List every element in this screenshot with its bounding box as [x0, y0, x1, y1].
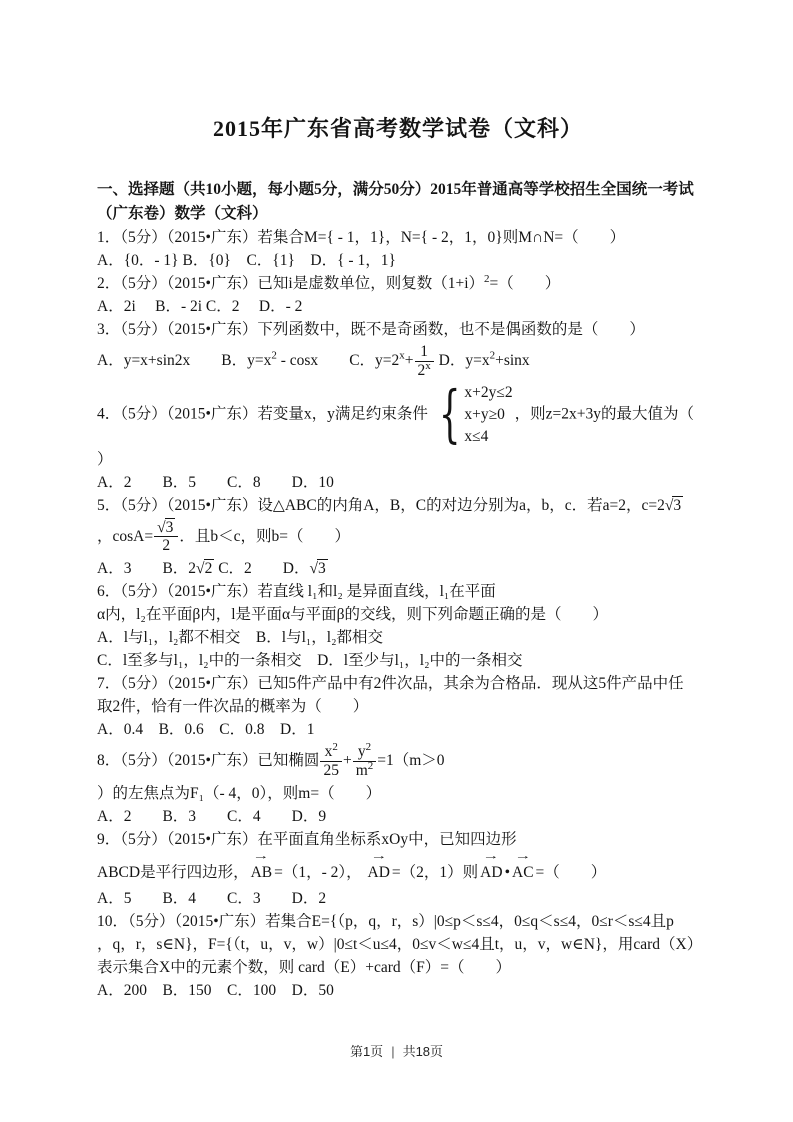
question-7-stem-continued: 取2件，恰有一件次品的概率为（ ）: [97, 698, 369, 716]
fraction-numerator: [154, 519, 178, 537]
question-8: [97, 741, 699, 828]
question-9-stem-continued: [97, 851, 699, 887]
superscript: 2: [489, 349, 496, 362]
stem-text: =（ ）: [489, 275, 561, 292]
question-4: [97, 377, 699, 494]
stem-text: 8．（5分）（2015•广东）已知椭圆: [97, 752, 320, 770]
stem-text: ．且b＜c，则b=（ ）: [179, 527, 350, 545]
stem-text: =（ ）: [535, 863, 607, 881]
superscript: 2: [271, 349, 277, 362]
fraction: [154, 519, 178, 556]
den-base: m: [355, 762, 368, 780]
stem-text: =1（m＞0: [377, 752, 445, 770]
question-6-options-cd: C．l至多与l₁，l₂中的一条相交 D．l至少与l₁，l₂中的一条相交: [97, 652, 523, 670]
vector-ad: [367, 849, 390, 884]
plus-sign: +: [342, 752, 352, 770]
question-6-options-ab: A．l与l₁，l₂都不相交 B．l与l₁，l₂都相交: [97, 629, 383, 647]
square-root: [309, 560, 327, 577]
option-b-tail: - cosx: [276, 351, 350, 369]
option-c: C．y=2: [349, 351, 400, 369]
den-base: 2: [417, 361, 426, 379]
option-d: D．y=x: [434, 351, 490, 369]
options-text: C．2 D．: [214, 560, 310, 578]
question-8-stem: [97, 741, 699, 782]
superscript: x: [425, 359, 431, 372]
radicand: 3: [673, 496, 682, 514]
radicand: 3: [318, 560, 326, 578]
footer-separator: |: [391, 1044, 395, 1059]
fraction: [415, 343, 434, 380]
vector-ac: [512, 849, 534, 884]
question-10-stem-continued: 表示集合X中的元素个数，则 card（E）+card（F）=（ ）: [97, 958, 511, 976]
fraction-numerator: 1: [420, 343, 429, 360]
square-root: [196, 560, 214, 577]
vector-base: AD: [367, 863, 390, 881]
fraction: [320, 743, 342, 780]
constraint-1: x+2y≤2: [464, 383, 513, 401]
superscript: x: [399, 349, 405, 362]
square-root: [157, 519, 175, 536]
left-brace-glyph: {: [438, 377, 461, 451]
section-header-line1: 一、选择题（共10小题，每小题5分，满分50分）2015年普通高等学校招生全国统一考试: [97, 181, 694, 198]
question-9: [97, 828, 699, 910]
radicand: 2: [204, 560, 213, 578]
question-5-stem-continued: [97, 517, 699, 558]
vector-arrow-icon: →: [483, 849, 500, 862]
question-5-stem: [97, 494, 699, 517]
question-7-stem: 7．（5分）（2015•广东）已知5件产品中有2件次品，其余为合格品．现从这5件产品中任: [97, 675, 684, 693]
question-9-stem: 9．（5分）（2015•广东）在平面直角坐标系xOy中，已知四边形: [97, 830, 517, 848]
question-5-options: [97, 557, 699, 580]
question-10-stem-continued: ，q，r，s∈N}，F={（t，u，v，w）|0≤t＜u≤4，0≤v＜w≤4且t，u，v，w∈N}，用card（X）: [97, 935, 703, 953]
option-d-tail: +sinx: [495, 351, 530, 369]
question-4-stem: [97, 377, 699, 451]
num-base: y: [357, 743, 366, 761]
question-4-options: A．2 B．5 C．8 D．10: [97, 473, 334, 491]
num-base: x: [324, 743, 333, 761]
constraint-lines: [464, 382, 512, 448]
question-4-stem-continued: ）: [97, 450, 113, 468]
question-8-stem-continued: ）的左焦点为F₁（- 4，0），则m=（ ）: [97, 784, 382, 802]
square-root: [665, 497, 683, 514]
fraction: [353, 743, 377, 780]
question-7: [97, 672, 699, 741]
fraction-denominator: [415, 361, 434, 380]
section-header-line2: （广东卷）数学（文科）: [97, 205, 268, 222]
stem-text: =（1，- 2），: [274, 863, 366, 881]
radical-sign: √: [664, 496, 674, 514]
constraint-system: [430, 377, 513, 451]
radical-sign: √: [196, 560, 205, 578]
stem-text: 2．（5分）（2015•广东）已知i是虚数单位，则复数（1+i）: [97, 275, 485, 292]
fraction-numerator: [353, 743, 377, 761]
stem-text: 4．（5分）（2015•广东）若变量x，y满足约束条件: [97, 405, 428, 423]
fraction-denominator: [353, 761, 377, 780]
question-1: [97, 226, 699, 272]
question-9-options: A．5 B．4 C．3 D．2: [97, 889, 327, 907]
stem-text: ABCD是平行四边形，: [97, 863, 249, 881]
vector-arrow-icon: →: [253, 849, 270, 862]
vector-base: AC: [512, 863, 534, 881]
question-2: [97, 272, 699, 318]
superscript: 2: [332, 741, 338, 754]
superscript: 2: [484, 272, 490, 285]
vector-arrow-icon: →: [514, 849, 532, 862]
fraction-denominator: 2: [154, 536, 178, 555]
question-1-stem: 1．（5分）（2015•广东）若集合M={ - 1，1}，N={ - 2，1，0}则M∩N=（ ）: [97, 229, 626, 246]
options-text: A．3 B．2: [97, 560, 197, 578]
footer-page-number: 第1页: [349, 1044, 384, 1059]
question-1-options: A．{0．- 1} B．{0} C．{1} D．{ - 1，1}: [97, 252, 396, 269]
vector-arrow-icon: →: [370, 849, 387, 862]
vector-base: AD: [480, 863, 503, 881]
question-6-stem: 6．（5分）（2015•广东）若直线 l₁和l₂ 是异面直线，l₁在平面: [97, 583, 496, 601]
constraint-2: x+y≥0: [464, 405, 505, 423]
question-2-stem: [97, 272, 699, 295]
stem-text: =（2，1）则: [391, 863, 479, 881]
question-3-options: [97, 341, 699, 382]
superscript: 2: [365, 741, 372, 754]
dot-operator: •: [504, 863, 510, 881]
constraint-3: x≤4: [464, 427, 489, 445]
stem-text: 5．（5分）（2015•广东）设△ABC的内角A，B，C的对边分别为a，b，c．若a=2，c=2: [97, 496, 665, 514]
question-7-options: A．0.4 B．0.6 C．0.8 D．1: [97, 721, 315, 739]
question-8-options: A．2 B．3 C．4 D．9: [97, 807, 327, 825]
option-a: A．y=x+sin2x: [97, 351, 222, 369]
question-5: [97, 494, 699, 581]
question-10-options: A．200 B．150 C．100 D．50: [97, 981, 334, 999]
question-6: [97, 580, 699, 672]
radical-sign: √: [157, 518, 166, 536]
vector-ad: [480, 849, 503, 884]
fraction-denominator: 25: [320, 761, 342, 780]
vector-ab: [250, 849, 273, 884]
vector-base: AB: [250, 863, 273, 881]
superscript: 2: [367, 759, 374, 772]
question-10-stem: 10．（5分）（2015•广东）若集合E={（p，q，r，s）|0≤p＜s≤4，0≤q＜s≤4，0≤r＜s≤4且p: [97, 912, 674, 930]
stem-text: ，cosA=: [97, 527, 154, 545]
question-6-stem-continued: α内，l₂在平面β内，l是平面α与平面β的交线，则下列命题正确的是（ ）: [97, 606, 609, 624]
stem-text: ，则z=2x+3y的最大值为（: [514, 405, 695, 423]
page-footer: [0, 1041, 793, 1060]
radical-sign: √: [309, 560, 318, 578]
footer-total-pages: 共18页: [402, 1044, 444, 1059]
question-10: [97, 910, 703, 1002]
radicand: 3: [165, 518, 174, 536]
plus-sign: +: [404, 351, 414, 369]
question-3: [97, 318, 699, 382]
option-b: B．y=x: [221, 351, 272, 369]
question-3-stem: 3．（5分）（2015•广东）下列函数中，既不是奇函数，也不是偶函数的是（ ）: [97, 321, 645, 338]
paper-title: 2015年广东省高考数学试卷（文科）: [212, 116, 583, 141]
fraction-numerator: [320, 743, 342, 761]
question-2-options: A．2i B．- 2i C．2 D．- 2: [97, 298, 303, 315]
